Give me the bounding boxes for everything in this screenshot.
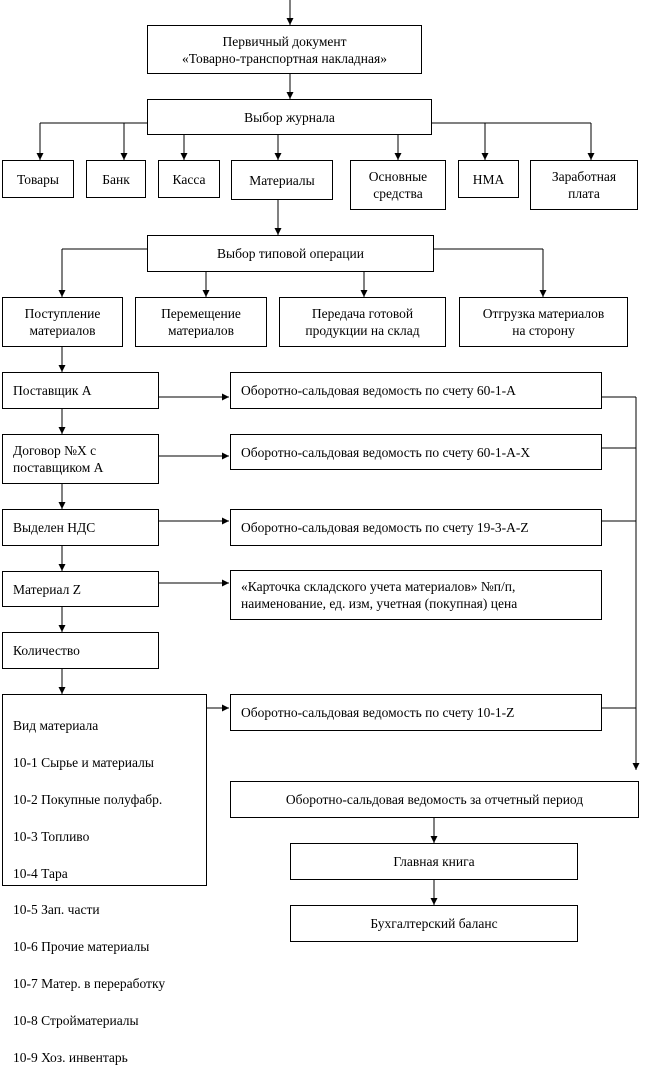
operation-shipment-box: Отгрузка материалов на сторону xyxy=(459,297,628,347)
stock-card-box: «Карточка складского учета материалов» №п/п, наименование, ед. изм, учетная (покупная) цена xyxy=(230,570,602,620)
primary-document-box: Первичный документ «Товарно-транспортная накладная» xyxy=(147,25,422,74)
journal-bank-box: Банк xyxy=(86,160,146,198)
operation-select-box: Выбор типовой операции xyxy=(147,235,434,272)
material-type-item: 10-2 Покупные полуфабр. xyxy=(13,792,163,808)
journal-payroll-box: Заработная плата xyxy=(530,160,638,210)
period-ledger-box: Оборотно-сальдовая ведомость за отчетный период xyxy=(230,781,639,818)
material-type-item: 10-9 Хоз. инвентарь xyxy=(13,1049,128,1065)
material-type-item: 10-3 Топливо xyxy=(13,828,90,844)
operation-finished-goods-box: Передача готовой продукции на склад xyxy=(279,297,446,347)
journal-fixed-assets-box: Основные средства xyxy=(350,160,446,210)
material-types-box xyxy=(2,694,207,1065)
general-ledger-box: Главная книга xyxy=(290,843,578,880)
material-type-item: 10-4 Тара xyxy=(13,865,68,881)
material-type-item: 10-8 Стройматериалы xyxy=(13,1012,139,1028)
ledger-10-1-z-box: Оборотно-сальдовая ведомость по счету 10-1-Z xyxy=(230,694,602,731)
journal-materials-box: Материалы xyxy=(231,160,333,200)
quantity-box: Количество xyxy=(2,632,159,669)
material-type-item: 10-6 Прочие материалы xyxy=(13,939,150,955)
ledger-19-3-a-z-box: Оборотно-сальдовая ведомость по счету 19-3-А-Z xyxy=(230,509,602,546)
material-type-item: 10-1 Сырье и материалы xyxy=(13,755,154,771)
operation-receipt-box: Поступление материалов xyxy=(2,297,123,347)
journal-intangibles-box: НМА xyxy=(458,160,519,198)
balance-sheet-box: Бухгалтерский баланс xyxy=(290,905,578,942)
journal-goods-box: Товары xyxy=(2,160,74,198)
supplier-box: Поставщик А xyxy=(2,372,159,409)
material-type-item: 10-7 Матер. в переработку xyxy=(13,976,166,992)
material-types-title: Вид материала xyxy=(13,718,99,734)
material-type-item: 10-5 Зап. части xyxy=(13,902,100,918)
material-box: Материал Z xyxy=(2,571,159,607)
ledger-60-1-a-x-box: Оборотно-сальдовая ведомость по счету 60-1-А-X xyxy=(230,434,602,470)
vat-box: Выделен НДС xyxy=(2,509,159,546)
journal-select-box: Выбор журнала xyxy=(147,99,432,135)
contract-box: Договор №X с поставщиком А xyxy=(2,434,159,484)
journal-cash-box: Касса xyxy=(158,160,220,198)
operation-transfer-box: Перемещение материалов xyxy=(135,297,267,347)
ledger-60-1-a-box: Оборотно-сальдовая ведомость по счету 60-1-А xyxy=(230,372,602,409)
